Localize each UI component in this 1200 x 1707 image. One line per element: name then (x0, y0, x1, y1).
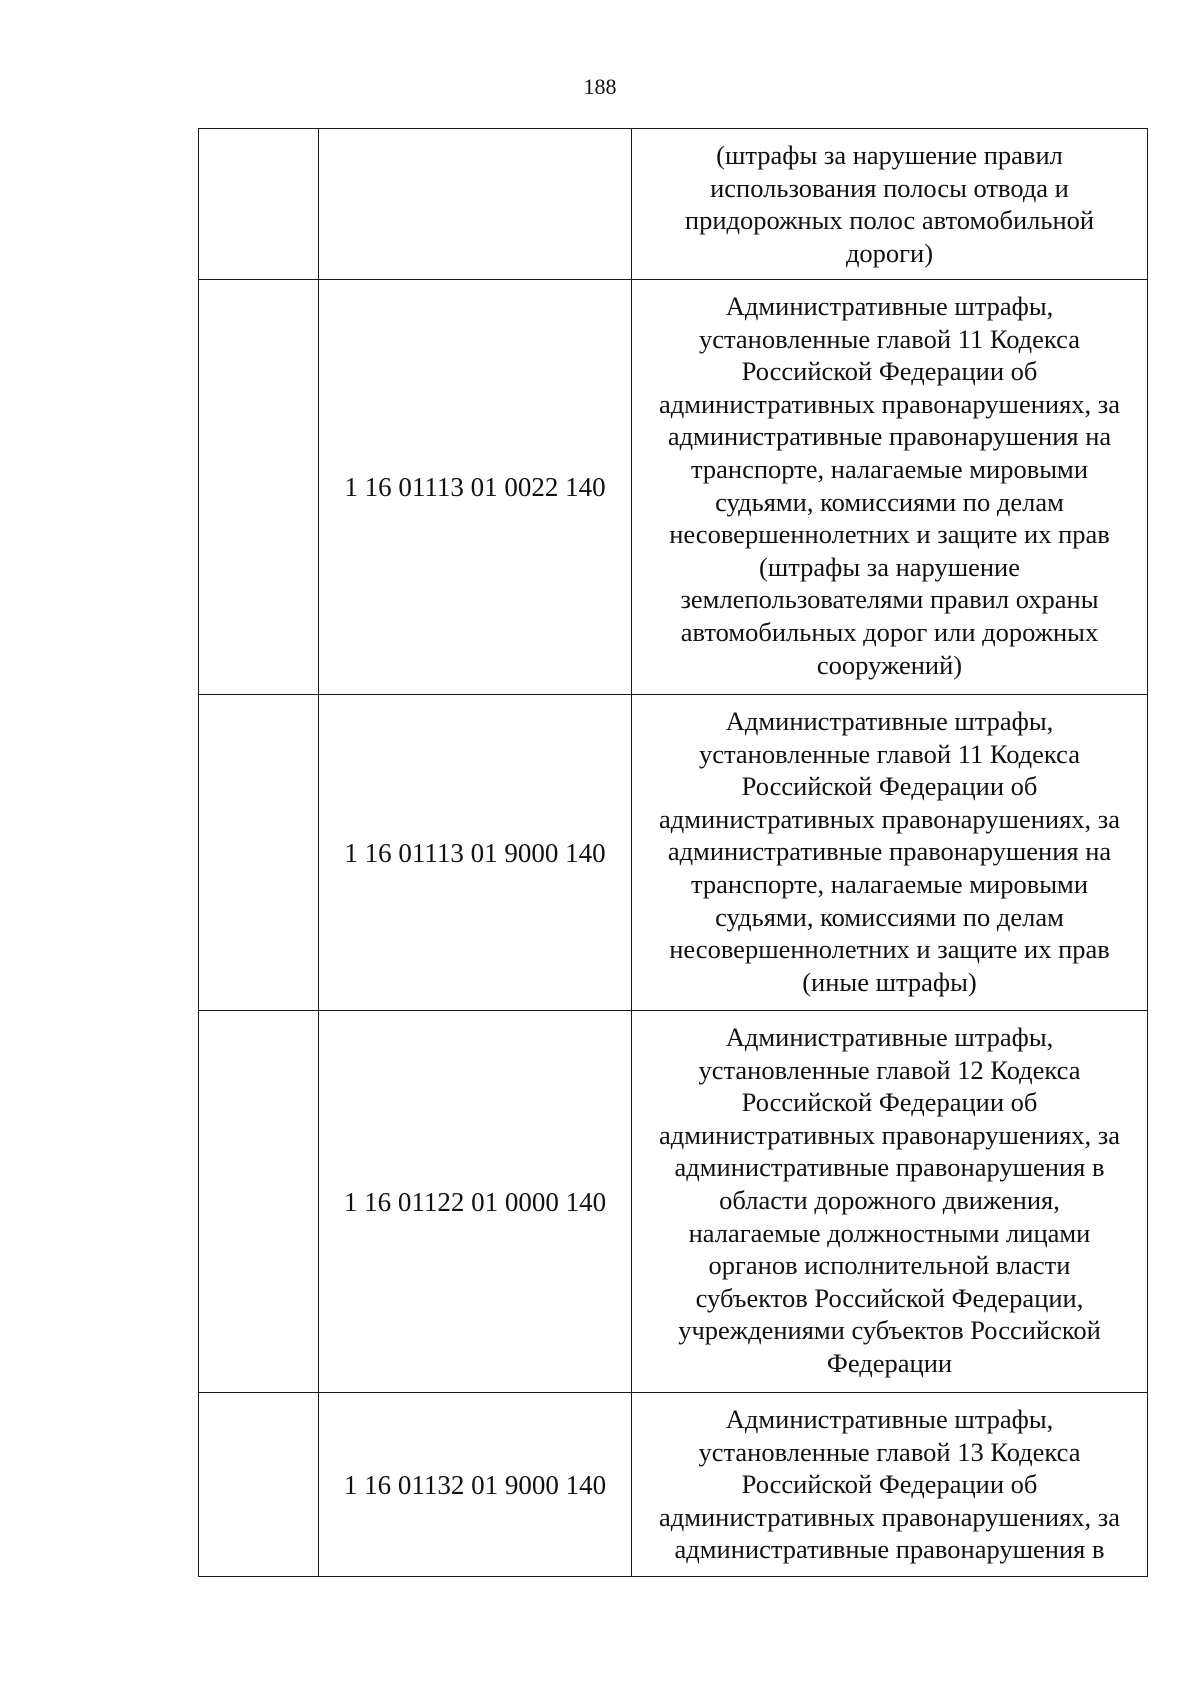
description-line: административные правонарушения на (667, 836, 1112, 867)
description-line: Административные штрафы, (725, 291, 1054, 321)
description-line: административные правонарушения в (674, 1152, 1105, 1183)
description-line: Административные штрафы, (725, 1404, 1054, 1434)
description-line: налагаемые должностными лицами (688, 1217, 1091, 1248)
row-number-cell (199, 1393, 319, 1577)
code-cell (319, 129, 632, 280)
description-line: землепользователями правил охраны (680, 584, 1099, 615)
description-line: субъектов Российской Федерации, (695, 1282, 1084, 1313)
page-number: 188 (583, 74, 617, 99)
table-row (199, 1011, 1148, 1393)
description-line: административных правонарушениях, за (658, 1119, 1120, 1150)
description-line: установленные главой 13 Кодекса (698, 1436, 1081, 1467)
description-cell (632, 1011, 1148, 1393)
description-line: административных правонарушениях, за (658, 388, 1120, 419)
description-line: области дорожного движения, (719, 1184, 1060, 1215)
code-cell: 1 16 01122 01 0000 140 (319, 1011, 632, 1393)
description-line: (иные штрафы) (802, 966, 977, 997)
description-line: Российской Федерации об (741, 1087, 1038, 1118)
description-line: судьями, комиссиями по делам (715, 901, 1064, 932)
description-line: сооружений) (816, 649, 963, 680)
description-line: Российской Федерации об (741, 356, 1038, 387)
description-line: установленные главой 12 Кодекса (698, 1054, 1081, 1085)
description-line: органов исполнительной власти (708, 1250, 1071, 1281)
description-line: административные правонарушения в (674, 1534, 1105, 1565)
document-table (198, 128, 1148, 1577)
description-line: несовершеннолетних и защите их прав (669, 519, 1110, 550)
description-cell (632, 1393, 1148, 1577)
description-line: автомобильных дорог или дорожных (680, 616, 1099, 647)
row-number-cell (199, 1011, 319, 1393)
description-line: административных правонарушениях, за (658, 803, 1120, 834)
description-line: придорожных полос автомобильной (684, 205, 1095, 236)
description-cell (632, 280, 1148, 695)
description-cell (632, 695, 1148, 1011)
description-line: административных правонарушениях, за (658, 1501, 1120, 1532)
description-line: Российской Федерации об (741, 1469, 1038, 1500)
code-cell: 1 16 01113 01 9000 140 (319, 695, 632, 1011)
row-number-cell (199, 695, 319, 1011)
description-line: несовершеннолетних и защите их прав (669, 934, 1110, 965)
description-line: транспорте, налагаемые мировыми (690, 453, 1089, 484)
description-line: учреждениями субъектов Российской (678, 1315, 1101, 1346)
description-line: административные правонарушения на (667, 421, 1112, 452)
description-line: судьями, комиссиями по делам (715, 486, 1064, 517)
row-number-cell (199, 280, 319, 695)
description-line: дороги) (845, 237, 934, 268)
code-cell: 1 16 01132 01 9000 140 (319, 1393, 632, 1577)
description-line: Административные штрафы, (725, 1022, 1054, 1052)
table-row (199, 695, 1148, 1011)
description-line: (штрафы за нарушение (759, 551, 1020, 582)
description-line: Федерации (826, 1347, 953, 1378)
row-number-cell (199, 129, 319, 280)
table-row (199, 280, 1148, 695)
code-cell: 1 16 01113 01 0022 140 (319, 280, 632, 695)
table-row (199, 129, 1148, 280)
description-line: (штрафы за нарушение правил (716, 140, 1063, 170)
description-line: использования полосы отвода и (710, 172, 1069, 203)
description-line: установленные главой 11 Кодекса (698, 738, 1080, 769)
description-cell (632, 129, 1148, 280)
description-line: Административные штрафы, (725, 706, 1054, 736)
description-line: транспорте, налагаемые мировыми (690, 868, 1089, 899)
description-line: Российской Федерации об (741, 771, 1038, 802)
table-row (199, 1393, 1148, 1577)
description-line: установленные главой 11 Кодекса (698, 323, 1080, 354)
